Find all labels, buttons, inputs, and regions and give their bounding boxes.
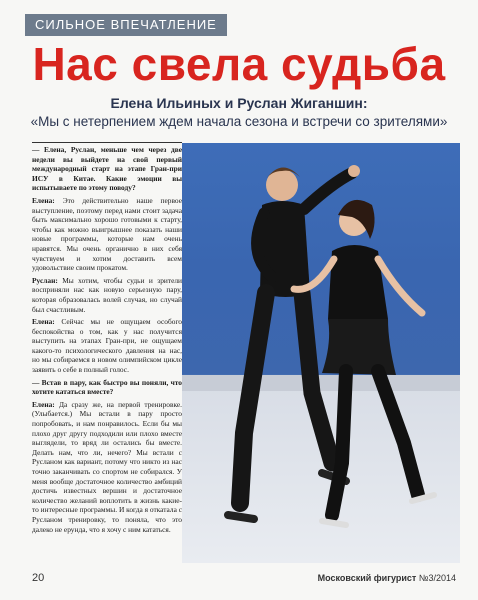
answer-text: Это действительно наше первое выступление, поэтому перед нами стоит задача быть максимально хорошо готовыми к старту, чтобы как можно выигрышнее показать наши новые программы, которые нам очень нравятся. Мы очень органично в них себя чувствуем и хотим доставить всем удовольствие своим прокатом.	[32, 195, 182, 273]
section-tag: СИЛЬНОЕ ВПЕЧАТЛЕНИЕ	[25, 14, 227, 36]
question-2: — Встав в пару, как быстро вы поняли, что хотите кататься вместе?	[32, 377, 182, 397]
magazine-credit	[318, 573, 456, 583]
answer-3	[32, 317, 182, 375]
answer-4	[32, 400, 182, 534]
question-1: — Елена, Руслан, меньше чем через две недели вы выйдете на свой первый международный старт на этапе Гран-при ИСУ в Китае. Какие эмоции вы испытываете по этому поводу?	[32, 145, 182, 193]
answer-text: Мы хотим, чтобы судьи и зрители восприняли нас как новую серьезную пару, которая образовалась волей случая, но случай был счастливым.	[32, 275, 182, 314]
headline: Нас свела судьба	[32, 38, 446, 90]
column-rule	[32, 142, 182, 143]
speaker-label: Елена:	[32, 195, 55, 205]
subtitle-names: Елена Ильиных и Руслан Жиганшин:	[110, 95, 368, 111]
answer-1	[32, 196, 182, 273]
skaters-illustration	[182, 143, 460, 563]
answer-2	[32, 276, 182, 314]
answer-text: Да сразу же, на первой тренировке. (Улыбается.) Мы встали в пару просто попробовать, и нам понравилось. Если бы мы плохо друг другу подходили или плохо вместе выглядели, то вряд ли остались бы вместе. Делать нам, что ли, нечего? Мы встали с Русланом как вариант, потому что никто из нас точно заканчивать со спортом не собирался. У меня вообще достаточное количество амбиций достичь известных вершин и достаточное количество желаний воплотить в жизнь какие-то интересные программы. И когда я откатала с Русланом тренировку, то поняла, что это далеко не ерунда, что я хочу с ним кататься.	[32, 399, 183, 534]
magazine-name: Московский фигурист	[317, 573, 417, 583]
skaters-photo	[182, 143, 460, 563]
speaker-label: Руслан:	[32, 275, 58, 285]
issue-number: №3/2014	[418, 573, 456, 583]
page-number: 20	[32, 572, 45, 584]
subtitle-quote: «Мы с нетерпением ждем начала сезона и встречи со зрителями»	[30, 114, 448, 129]
answer-text: Сейчас мы не ощущаем особого беспокойства о том, как у нас получится выступить на этапах Гран-при, не ощущаем какого-то психологического давления на нас, но мы собираемся в новом олимпийском цикле заявить о себе в полный голос.	[32, 317, 182, 375]
speaker-label: Елена:	[32, 399, 55, 409]
speaker-label: Елена:	[32, 317, 55, 327]
article-column	[32, 142, 182, 537]
rink-boards	[182, 375, 460, 391]
